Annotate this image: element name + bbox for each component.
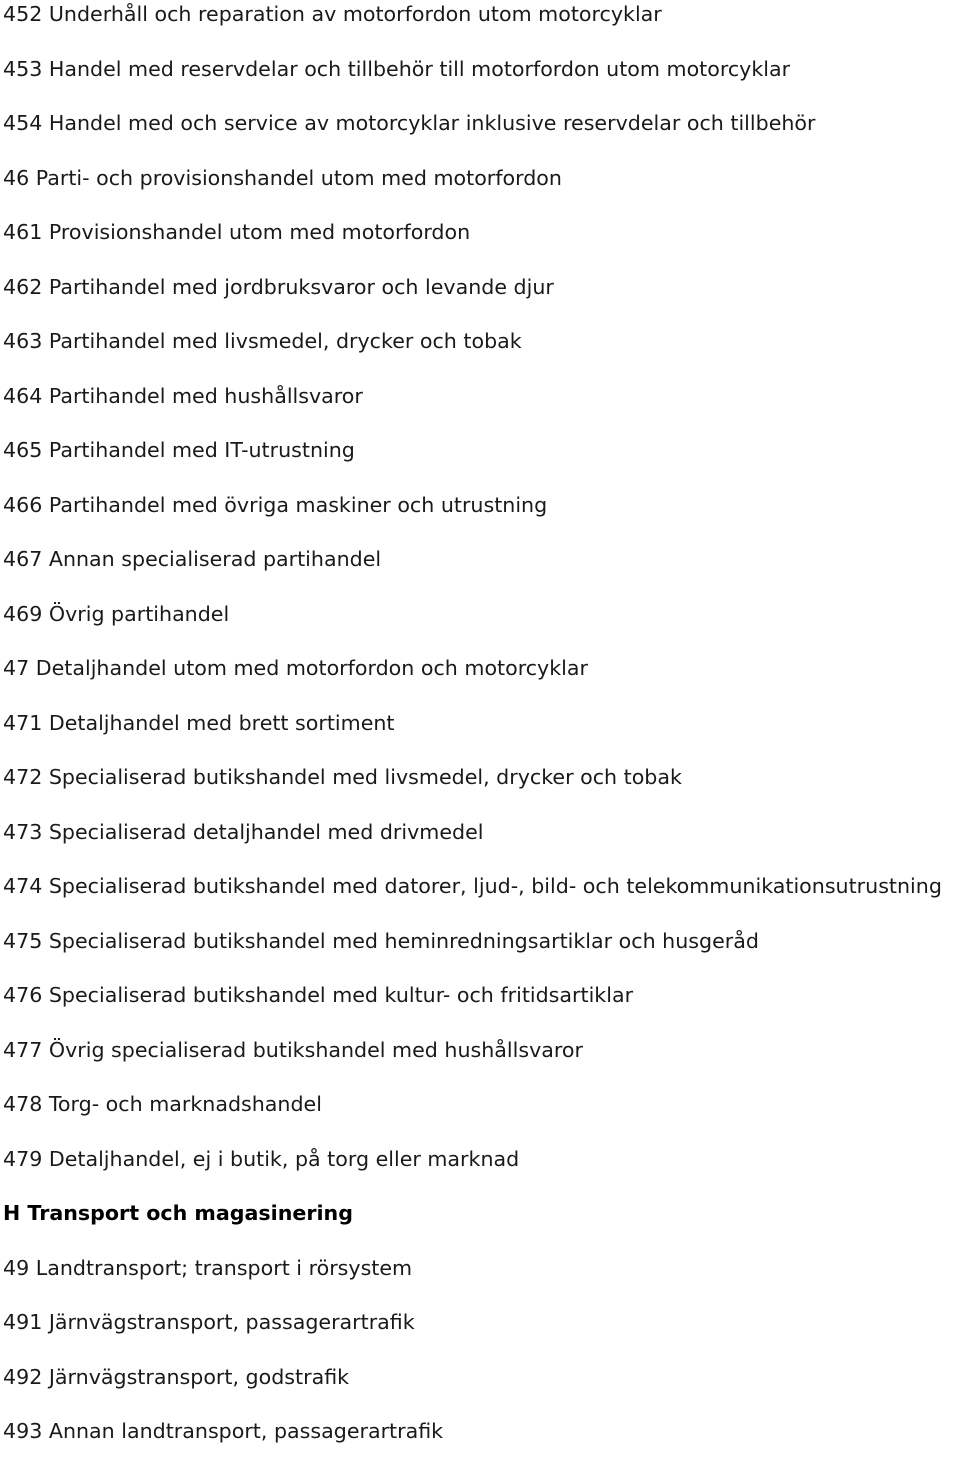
line-461: 461 Provisionshandel utom med motorfordon [3, 220, 471, 244]
line-475: 475 Specialiserad butikshandel med heminredningsartiklar och husgeråd [3, 928, 759, 953]
line-462: 462 Partihandel med jordbruksvaror och levande djur [3, 274, 554, 299]
line-466: 466 Partihandel med övriga maskiner och utrustning [3, 492, 548, 517]
line-476: 476 Specialiserad butikshandel med kultur- och fritidsartiklar [3, 983, 634, 1007]
line-492: 492 Järnvägstransport, godstrafik [3, 1364, 350, 1389]
line-49: 49 Landtransport; transport i rörsystem [3, 1255, 413, 1280]
line-477: 477 Övrig specialiserad butikshandel med hushållsvaror [3, 1037, 583, 1062]
line-465: 465 Partihandel med IT-utrustning [3, 438, 355, 462]
line-473: 473 Specialiserad detaljhandel med drivmedel [3, 819, 484, 844]
line-47: 47 Detaljhandel utom med motorfordon och motorcyklar [3, 656, 588, 680]
line-471: 471 Detaljhandel med brett sortiment [3, 710, 395, 735]
line-464: 464 Partihandel med hushållsvaror [3, 383, 363, 408]
line-479: 479 Detaljhandel, ej i butik, på torg eller marknad [3, 1146, 520, 1171]
line-463: 463 Partihandel med livsmedel, drycker och tobak [3, 329, 522, 353]
line-472: 472 Specialiserad butikshandel med livsmedel, drycker och tobak [3, 765, 682, 789]
line-453: 453 Handel med reservdelar och tillbehör till motorfordon utom motorcyklar [3, 56, 791, 81]
line-469: 469 Övrig partihandel [3, 601, 230, 626]
line-474: 474 Specialiserad butikshandel med datorer, ljud-, bild- och telekommunikationsutrustning [3, 874, 942, 898]
line-454: 454 Handel med och service av motorcyklar inklusive reservdelar och tillbehör [3, 111, 816, 135]
line-493: 493 Annan landtransport, passagerartrafik [3, 1419, 444, 1443]
line-467: 467 Annan specialiserad partihandel [3, 547, 382, 571]
line-478: 478 Torg- och marknadshandel [3, 1092, 322, 1116]
document-body [3, 0, 960, 1472]
line-46: 46 Parti- och provisionshandel utom med motorfordon [3, 165, 562, 190]
section-heading-h: H Transport och magasinering [3, 1201, 353, 1225]
line-491: 491 Järnvägstransport, passagerartrafik [3, 1310, 415, 1334]
line-452: 452 Underhåll och reparation av motorfordon utom motorcyklar [3, 2, 662, 26]
